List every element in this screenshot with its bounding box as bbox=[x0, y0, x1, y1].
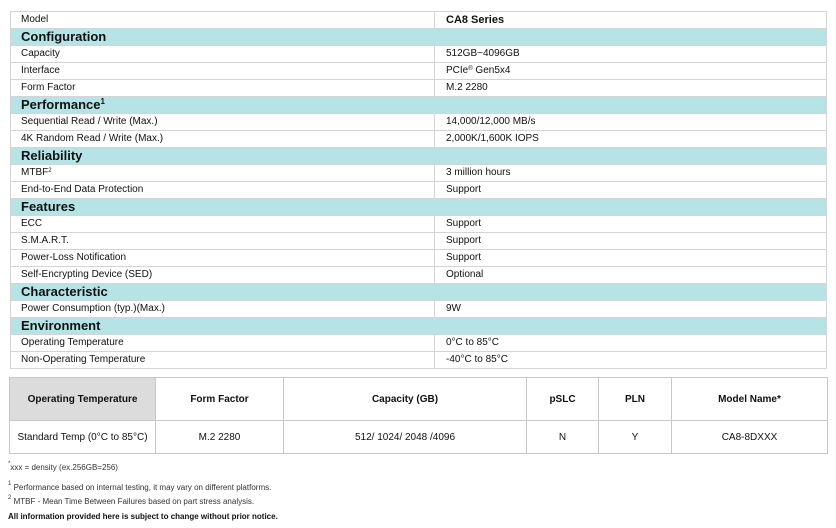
spec-value bbox=[435, 131, 827, 148]
section-title bbox=[11, 318, 827, 335]
spec-value-text: -40°C to 85°C bbox=[446, 354, 508, 365]
spec-value-text: 512GB~4096GB bbox=[446, 48, 520, 59]
model-table-cell: Standard Temp (0°C to 85°C) bbox=[10, 421, 156, 454]
section-title bbox=[11, 97, 827, 114]
footnote-marker: 1 bbox=[8, 481, 12, 487]
spec-value bbox=[435, 63, 827, 80]
spec-value-text: 14,000/12,000 MB/s bbox=[446, 116, 536, 127]
spec-value bbox=[435, 80, 827, 97]
section-title-text: Environment bbox=[21, 318, 101, 333]
model-table-header: Form Factor bbox=[156, 378, 284, 421]
spec-value bbox=[435, 267, 827, 284]
spec-value-text: Optional bbox=[446, 269, 484, 280]
section-header-features bbox=[11, 199, 827, 216]
spec-label-text: Power-Loss Notification bbox=[21, 252, 127, 263]
spec-label bbox=[11, 182, 435, 199]
spec-row bbox=[11, 301, 827, 318]
model-table-header: pSLC bbox=[527, 378, 599, 421]
footnote-text: Performance based on internal testing, it may vary on different platforms. bbox=[11, 483, 272, 492]
spec-label-text: Capacity bbox=[21, 48, 60, 59]
section-title bbox=[11, 199, 827, 216]
spec-header-value: CA8 Series bbox=[435, 12, 827, 29]
section-title-text: Features bbox=[21, 199, 76, 214]
spec-label-text: Form Factor bbox=[21, 82, 76, 93]
spec-row bbox=[11, 250, 827, 267]
footnote bbox=[8, 463, 118, 472]
model-table-header-row bbox=[10, 378, 828, 421]
spec-label bbox=[11, 233, 435, 250]
spec-row bbox=[11, 46, 827, 63]
spec-row bbox=[11, 131, 827, 148]
footnote bbox=[8, 483, 271, 492]
spec-row bbox=[11, 216, 827, 233]
model-table-cell: M.2 2280 bbox=[156, 421, 284, 454]
spec-row bbox=[11, 352, 827, 369]
spec-label-text: Power Consumption (typ.)(Max.) bbox=[21, 303, 165, 314]
spec-label-text: S.M.A.R.T. bbox=[21, 235, 69, 246]
spec-row bbox=[11, 182, 827, 199]
spec-value bbox=[435, 301, 827, 318]
spec-row bbox=[11, 63, 827, 80]
spec-row bbox=[11, 165, 827, 182]
spec-row bbox=[11, 114, 827, 131]
section-header-characteristic bbox=[11, 284, 827, 301]
spec-value bbox=[435, 352, 827, 369]
spec-label bbox=[11, 114, 435, 131]
spec-value bbox=[435, 165, 827, 182]
spec-label bbox=[11, 352, 435, 369]
spec-value-text: 2,000K/1,600K IOPS bbox=[446, 133, 539, 144]
spec-row bbox=[11, 335, 827, 352]
spec-label-text: Operating Temperature bbox=[21, 337, 124, 348]
model-table-cell: Y bbox=[599, 421, 672, 454]
spec-row bbox=[11, 80, 827, 97]
section-title-text: Performance bbox=[21, 97, 101, 112]
registered-mark: ® bbox=[468, 66, 473, 72]
footnote-text: xxx = density (ex.256GB=256) bbox=[10, 463, 118, 472]
model-table-cell: 512/ 1024/ 2048 /4096 bbox=[284, 421, 527, 454]
footnote-marker: 1 bbox=[100, 97, 105, 106]
spec-row bbox=[11, 233, 827, 250]
spec-label-text: ECC bbox=[21, 218, 43, 229]
section-title bbox=[11, 284, 827, 301]
spec-value bbox=[435, 335, 827, 352]
footnote-marker: * bbox=[8, 461, 11, 467]
spec-value bbox=[435, 46, 827, 63]
spec-label bbox=[11, 335, 435, 352]
model-table bbox=[9, 377, 828, 454]
spec-value bbox=[435, 250, 827, 267]
spec-label bbox=[11, 46, 435, 63]
footnote bbox=[8, 497, 254, 506]
model-table-cell: CA8-8DXXX bbox=[672, 421, 828, 454]
section-title bbox=[11, 29, 827, 46]
section-header-configuration bbox=[11, 29, 827, 46]
spec-value-text: Support bbox=[446, 252, 482, 263]
model-table-cell: N bbox=[527, 421, 599, 454]
spec-label bbox=[11, 63, 435, 80]
spec-label-text: Non-Operating Temperature bbox=[21, 354, 146, 365]
section-header-reliability bbox=[11, 148, 827, 165]
spec-table bbox=[10, 11, 827, 369]
footnote-marker: 2 bbox=[48, 168, 52, 174]
spec-header-row bbox=[11, 12, 827, 29]
section-title-text: Characteristic bbox=[21, 284, 108, 299]
spec-value bbox=[435, 216, 827, 233]
spec-label-text: MTBF bbox=[21, 167, 49, 178]
model-table-row bbox=[10, 421, 828, 454]
section-header-performance bbox=[11, 97, 827, 114]
spec-value-text: Support bbox=[446, 184, 482, 195]
footnote-text: All information provided here is subject to change without prior notice. bbox=[8, 512, 278, 521]
model-table-header: Operating Temperature bbox=[10, 378, 156, 421]
spec-label bbox=[11, 131, 435, 148]
spec-label bbox=[11, 250, 435, 267]
model-table-header: Model Name* bbox=[672, 378, 828, 421]
spec-value-text: Support bbox=[446, 218, 482, 229]
spec-label bbox=[11, 267, 435, 284]
spec-value-suffix: Gen5x4 bbox=[472, 65, 511, 76]
footnote bbox=[8, 512, 278, 521]
model-table-header: PLN bbox=[599, 378, 672, 421]
spec-value-text: Support bbox=[446, 235, 482, 246]
spec-label bbox=[11, 165, 435, 182]
spec-label-text: 4K Random Read / Write (Max.) bbox=[21, 133, 164, 144]
spec-label-text: Sequential Read / Write (Max.) bbox=[21, 116, 158, 127]
spec-row bbox=[11, 267, 827, 284]
spec-label-text: End-to-End Data Protection bbox=[21, 184, 144, 195]
spec-value-text: 9W bbox=[446, 303, 461, 314]
model-table-header: Capacity (GB) bbox=[284, 378, 527, 421]
spec-value-text: M.2 2280 bbox=[446, 82, 488, 93]
spec-label bbox=[11, 216, 435, 233]
spec-value bbox=[435, 182, 827, 199]
spec-label bbox=[11, 80, 435, 97]
spec-label-text: Interface bbox=[21, 65, 60, 76]
spec-value-text: 0°C to 85°C bbox=[446, 337, 500, 348]
section-title bbox=[11, 148, 827, 165]
spec-label-text: Self-Encrypting Device (SED) bbox=[21, 269, 153, 280]
spec-value-text: PCIe bbox=[446, 65, 469, 76]
spec-value bbox=[435, 233, 827, 250]
section-title-text: Configuration bbox=[21, 29, 107, 44]
spec-label bbox=[11, 301, 435, 318]
spec-header-label: Model bbox=[11, 12, 435, 29]
spec-value-text: 3 million hours bbox=[446, 167, 511, 178]
section-title-text: Reliability bbox=[21, 148, 83, 163]
section-header-environment bbox=[11, 318, 827, 335]
footnote-text: MTBF - Mean Time Between Failures based on part stress analysis. bbox=[11, 497, 255, 506]
footnote-marker: 2 bbox=[8, 495, 12, 501]
spec-value bbox=[435, 114, 827, 131]
